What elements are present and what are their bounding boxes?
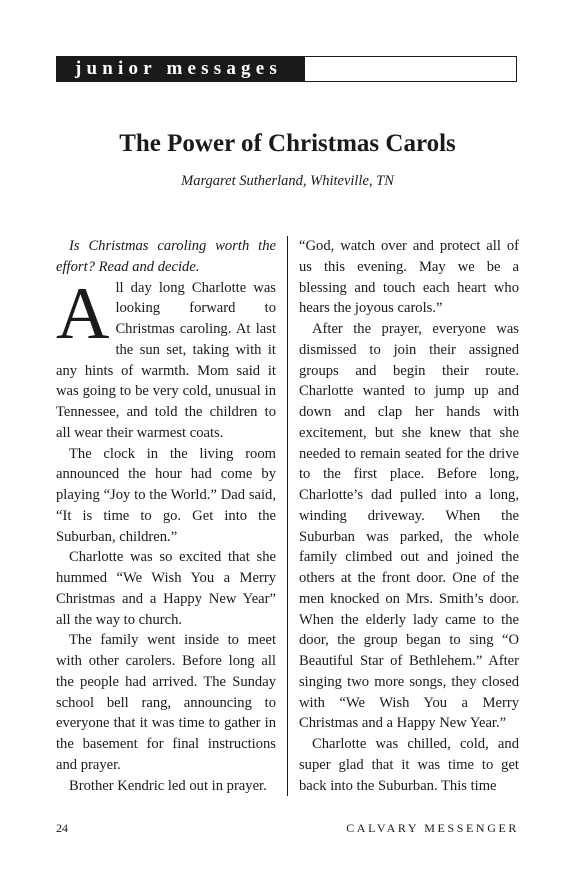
paragraph: Brother Kendric led out in prayer. (69, 777, 267, 794)
paragraph: After the prayer, everyone was dismissed to join their assigned groups and begin their route. Charlotte wanted to jump up and down and clap her hands with excitement, but she knew that she needed to remain seated for the drive to the first place. Before long, Charlotte’s dad pulled into a long, winding driveway. When the Suburban was parked, the whole family climbed out and joined the others at the front door. One of the men knocked on Mrs. Smith’s door. When the elderly lady came to the door, the group began to sing “O Beautiful Star of Bethlehem.” After singing two more songs, they closed with “We Wish You a Merry Christmas and a Happy New Year.” (299, 321, 519, 732)
first-paragraph (56, 272, 276, 444)
article-title: The Power of Christmas Carols (119, 130, 456, 157)
section-header (56, 56, 517, 82)
right-column (299, 236, 519, 796)
paragraph: “God, watch over and protect all of us this evening. May we be a blessing and touch each heart who hears the joyous carols.” (299, 238, 519, 317)
section-label: junior messages (57, 57, 305, 81)
page-number: 24 (56, 821, 68, 835)
paragraph: Charlotte was so excited that she hummed “We Wish You a Merry Christmas and a Happy New Year” all the way to church. (56, 549, 276, 628)
publication-name: CALVARY MESSENGER (346, 821, 519, 835)
paragraph: The clock in the living room announced the hour had come by playing “Joy to the World.” Dad said, “It is time to go. Get into the Suburban, children.” (56, 445, 276, 545)
intro-paragraph: Is Christmas caroling worth the effort? Read and decide. (56, 238, 276, 275)
paragraph: The family went inside to meet with other carolers. Before long all the people had arrived. The Sunday school bell rang, announcing to everyone that it was time to gather in the basement for final instructions and prayer. (56, 632, 276, 773)
article-byline: Margaret Sutherland, Whiteville, TN (181, 173, 394, 189)
left-column (56, 236, 276, 796)
first-paragraph-text: ll day long Charlotte was looking forward to Christmas caroling. At last the sun set, taking with it any hints of warmth. Mom said it was going to be very cold, unusual in Tennessee, and told the children to all wear their warmest coats. (56, 279, 276, 441)
column-divider (287, 236, 288, 796)
drop-cap: A (56, 272, 110, 355)
paragraph: Charlotte was chilled, cold, and super glad that it was time to get back into the Suburban. This time (299, 736, 519, 794)
